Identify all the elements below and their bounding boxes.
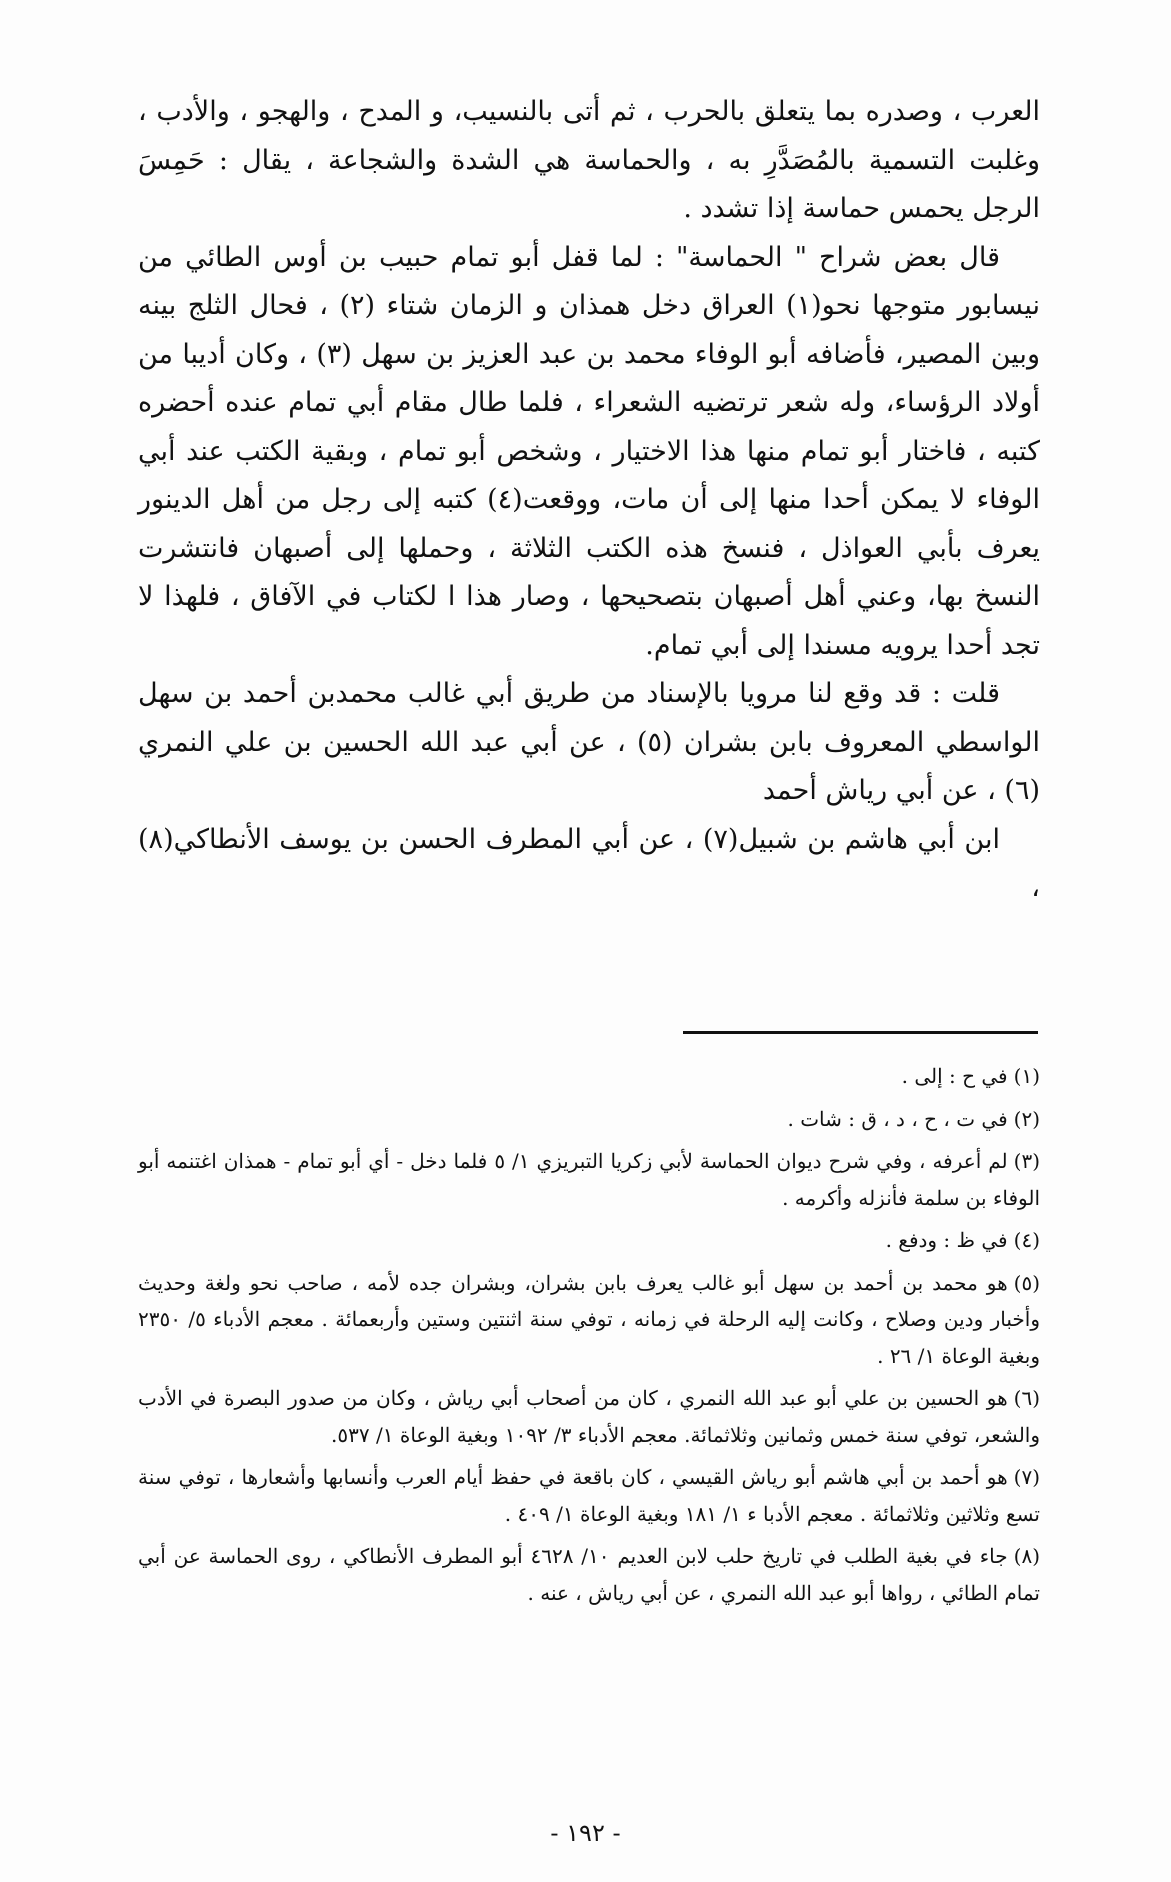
footnote-7	[138, 1459, 1040, 1532]
footnote-number: (٧)	[1013, 1465, 1040, 1489]
footnote-number: (٨)	[1013, 1544, 1040, 1568]
footnote-divider	[683, 1031, 1038, 1034]
footnote-5	[138, 1265, 1040, 1375]
footnote-text: هو الحسين بن علي أبو عبد الله النمري ، كان من أصحاب أبي رياش ، وكان من صدور البصرة في الأدب والشعر، توفي سنة خمس وثمانين وثلاثمائة. معجم الأدباء ٣/ ١٠٩٢ وبغية الوعاة ١/ ٥٣٧.	[138, 1386, 1040, 1447]
footnote-number: (٤)	[1013, 1228, 1040, 1252]
footnote-4	[138, 1222, 1040, 1259]
footnote-text: هو محمد بن أحمد بن سهل أبو غالب يعرف بابن بشران، وبشران جده لأمه ، صاحب نحو ولغة وحديث وأخبار ودين وصلاح ، وكانت إليه الرحلة في زمانه ، توفي سنة اثنتين وستين وأربعمائة . معجم الأدباء ٥/ ٢٣٥٠ وبغية الوعاة ١/ ٢٦ .	[138, 1270, 1040, 1368]
footnote-text: في ت ، ح ، د ، ق : شات .	[787, 1106, 1008, 1131]
footnote-text: جاء في بغية الطلب في تاريخ حلب لابن العديم ١٠/ ٤٦٢٨ أبو المطرف الأنطاكي ، روى الحماسة عن أبي تمام الطائي ، رواها أبو عبد الله النمري ، عن أبي رياش ، عنه .	[138, 1544, 1040, 1605]
main-text	[138, 88, 1040, 913]
footnote-text: في ظ : ودفع .	[885, 1228, 1008, 1252]
footnote-text: هو أحمد بن أبي هاشم أبو رياش القيسي ، كان باقعة في حفظ أيام العرب وأنسابها وأشعارها ، توفي سنة تسع وثلاثين وثلاثمائة . معجم الأدبا ء ١/ ١٨١ وبغية الوعاة ١/ ٤٠٩ .	[138, 1465, 1040, 1526]
footnote-8	[138, 1538, 1040, 1611]
footnote-number: (٥)	[1013, 1270, 1040, 1295]
footnote-number: (١)	[1013, 1064, 1040, 1088]
paragraph-3: قلت : قد وقع لنا مرويا بالإسناد من طريق أبي غالب محمدبن أحمد بن سهل الواسطي المعروف بابن بشران (٥) ، عن أبي عبد الله الحسين بن علي النمري (٦) ، عن أبي رياش أحمد	[138, 678, 1040, 806]
paragraph-2: قال بعض شراح " الحماسة" : لما قفل أبو تمام حبيب بن أوس الطائي من نيسابور متوجها نحو(١) العراق دخل همذان و الزمان شتاء (٢) ، فحال الثلج بينه وبين المصير، فأضافه أبو الوفاء محمد بن عبد العزيز بن سهل (٣) ، وكان أديبا من أولاد الرؤساء، وله شعر ترتضيه الشعراء ، فلما طال مقام أبي تمام عنده أحضره كتبه ، فاختار أبو تمام منها هذا الاختيار ، وشخص أبو تمام ، وبقية الكتب عند أبي الوفاء لا يمكن أحدا منها إلى أن مات، ووقعت(٤) كتبه إلى رجل من أهل الدينور يعرف بأبي العواذل ، فنسخ هذه الكتب الثلاثة ، وحملها إلى أصبهان فانتشرت النسخ بها، وعني أهل أصبهان بتصحيحها ، وصار هذا ا لكتاب في الآفاق ، فلهذا لا تجد أحدا يرويه مسندا إلى أبي تمام.	[138, 241, 1040, 661]
footnote-text: لم أعرفه ، وفي شرح ديوان الحماسة لأبي زكريا التبريزي ١/ ٥ فلما دخل - أي أبو تمام - همذان اغتنمه أبو الوفاء بن سلمة فأنزله وأكرمه .	[138, 1149, 1040, 1210]
footnote-1	[138, 1058, 1040, 1095]
footnote-3	[138, 1143, 1040, 1216]
page-number: - ١٩٢ -	[550, 1819, 621, 1847]
paragraph-1: العرب ، وصدره بما يتعلق بالحرب ، ثم أتى بالنسيب، و المدح ، والهجو ، والأدب ، وغلبت التسمية بالمُصَدَّرِ به ، والحماسة هي الشدة والشجاعة ، يقال : حَمِسَ الرجل يحمس حماسة إذا تشدد .	[138, 96, 1040, 224]
footnote-text: في ح : إلى .	[901, 1064, 1008, 1088]
footnote-number: (٦)	[1013, 1386, 1040, 1410]
footnote-6	[138, 1380, 1040, 1453]
paragraph-4: ابن أبي هاشم بن شبيل(٧) ، عن أبي المطرف الحسن بن يوسف الأنطاكي(٨) ،	[138, 823, 1040, 903]
footnote-2	[138, 1101, 1040, 1138]
footnote-number: (٣)	[1013, 1149, 1041, 1173]
footnotes	[138, 1058, 1040, 1617]
footnote-number: (٢)	[1013, 1106, 1040, 1131]
